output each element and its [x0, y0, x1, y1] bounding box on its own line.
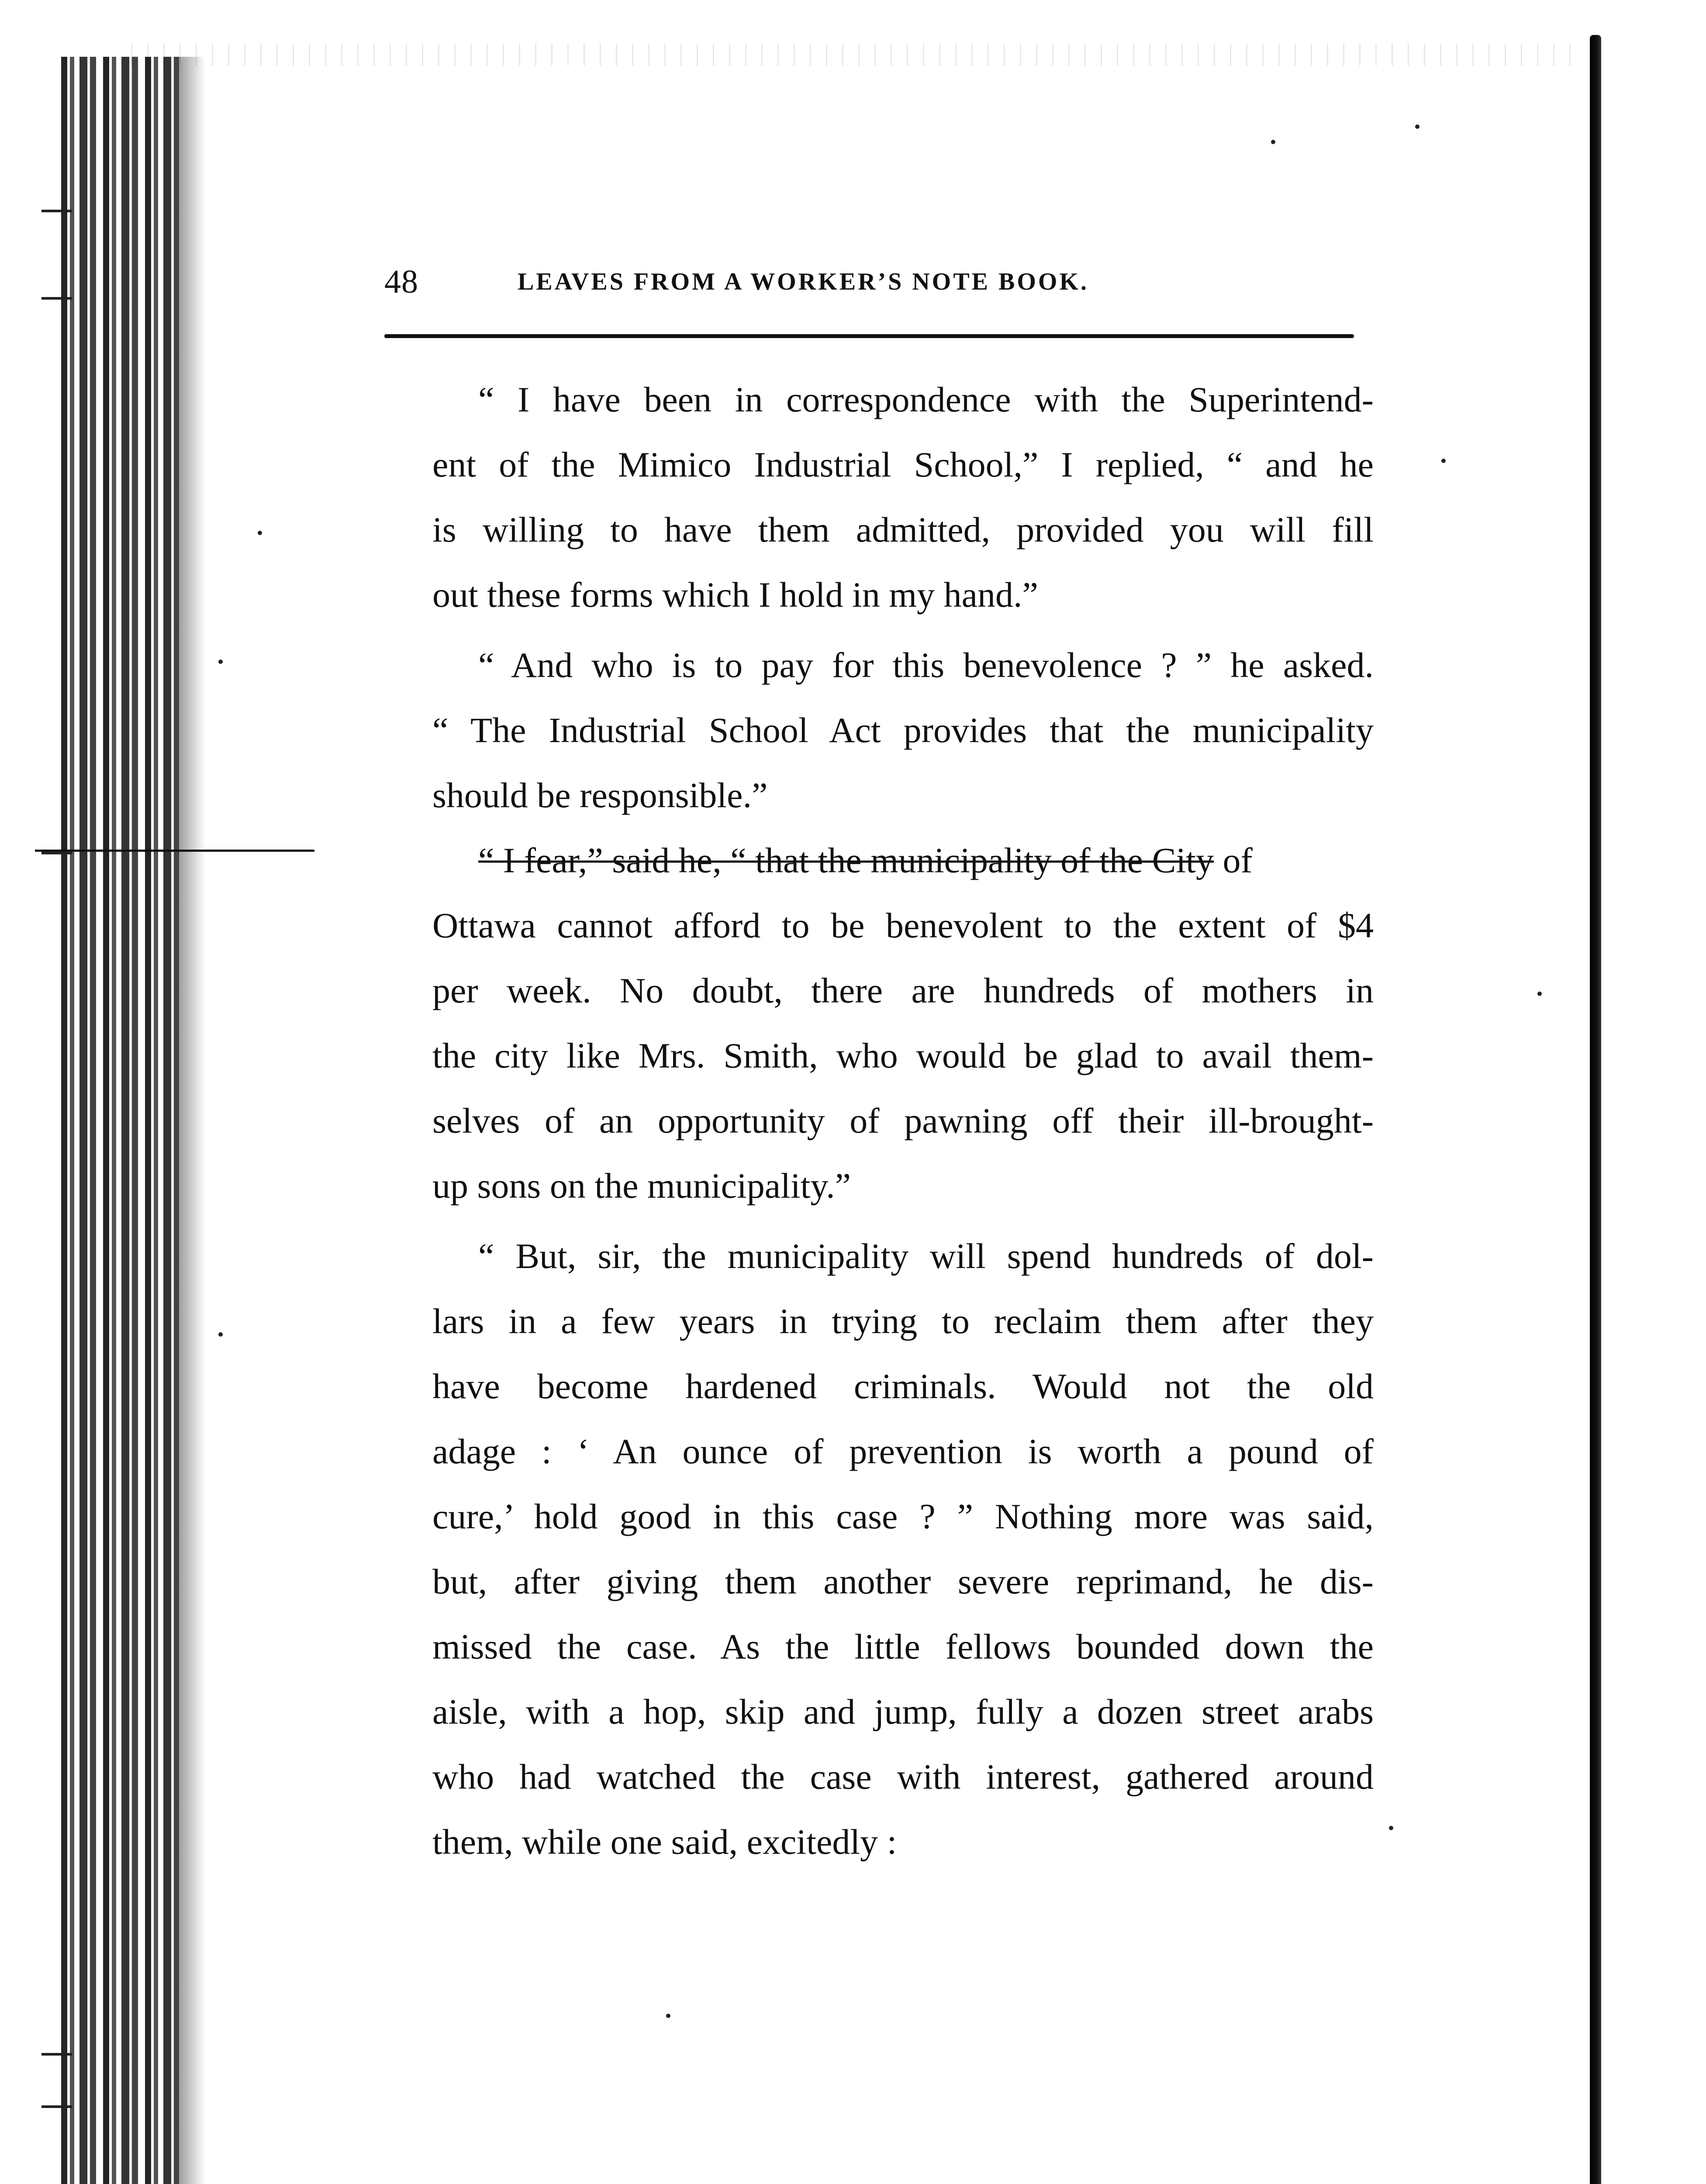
- scan-speck: [218, 1332, 223, 1337]
- struck-text: “ I fear,” said he, “ that the municipality of the City: [478, 840, 1214, 880]
- scan-speck: [1389, 1826, 1393, 1830]
- scan-mark: [41, 2105, 72, 2108]
- text-line: aisle, with a hop, skip and jump, fully a dozen street arabs: [432, 1692, 1374, 1731]
- text-line: should be responsible.”: [432, 775, 768, 815]
- text-line: is willing to have them admitted, provided you will fill: [432, 510, 1374, 549]
- text-line: “ I have been in correspondence with the Superintend-: [478, 380, 1374, 419]
- text-line: adage : ‘ An ounce of prevention is worth a pound of: [432, 1431, 1374, 1471]
- scan-mark: [41, 297, 72, 300]
- text-line: selves of an opportunity of pawning off their ill-brought-: [432, 1101, 1374, 1140]
- scan-binding-shadow: [61, 57, 179, 2184]
- text-line: ent of the Mimico Industrial School,” I replied, “ and he: [432, 445, 1374, 484]
- scan-speck: [218, 660, 223, 664]
- scan-speck: [1415, 124, 1419, 129]
- text-line: [387, 828, 1374, 893]
- scan-mark: [41, 852, 72, 854]
- text-line: “ And who is to pay for this benevolence ? ” he asked.: [478, 645, 1374, 685]
- scan-mark: [41, 210, 72, 212]
- scan-top-noise: [131, 44, 1572, 66]
- body-text: [387, 367, 1374, 1874]
- scan-speck: [1537, 992, 1542, 996]
- text-line: lars in a few years in trying to reclaim them after they: [432, 1301, 1374, 1341]
- paragraph: [387, 632, 1374, 828]
- running-head: [384, 258, 1358, 306]
- text-line: but, after giving them another severe reprimand, he dis-: [432, 1562, 1374, 1601]
- paragraph: [387, 367, 1374, 627]
- text-line: the city like Mrs. Smith, who would be glad to avail them-: [432, 1036, 1374, 1075]
- text-line: them, while one said, excitedly :: [432, 1822, 897, 1862]
- text-line-tail: of: [1213, 840, 1253, 880]
- text-line: “ But, sir, the municipality will spend hundreds of dol-: [478, 1236, 1374, 1276]
- text-line: have become hardened criminals. Would not the old: [432, 1366, 1374, 1406]
- text-line: who had watched the case with interest, gathered around: [432, 1757, 1374, 1797]
- paragraph: [387, 828, 1374, 1218]
- page-number: 48: [384, 263, 418, 300]
- scan-speck: [1271, 140, 1275, 144]
- scan-mark: [41, 2053, 72, 2056]
- paragraph: [387, 1223, 1374, 1874]
- scan-speck: [666, 2014, 670, 2018]
- scan-stray-line: [35, 850, 314, 852]
- text-line: “ The Industrial School Act provides that the municipality: [432, 710, 1374, 750]
- text-line: per week. No doubt, there are hundreds of mothers in: [432, 971, 1374, 1010]
- running-title: LEAVES FROM A WORKER’S NOTE BOOK.: [518, 268, 1089, 295]
- text-line: cure,’ hold good in this case ? ” Nothing more was said,: [432, 1496, 1374, 1536]
- scan-speck: [1441, 459, 1446, 463]
- text-line: out these forms which I hold in my hand.”: [432, 575, 1038, 615]
- scan-binding-fade: [179, 57, 205, 2184]
- text-line: up sons on the municipality.”: [432, 1166, 851, 1206]
- text-line: Ottawa cannot afford to be benevolent to the extent of $4: [432, 905, 1374, 945]
- scan-right-edge: [1590, 35, 1601, 2184]
- text-line: missed the case. As the little fellows bounded down the: [432, 1627, 1374, 1666]
- scan-speck: [258, 531, 262, 535]
- header-rule: [384, 334, 1354, 338]
